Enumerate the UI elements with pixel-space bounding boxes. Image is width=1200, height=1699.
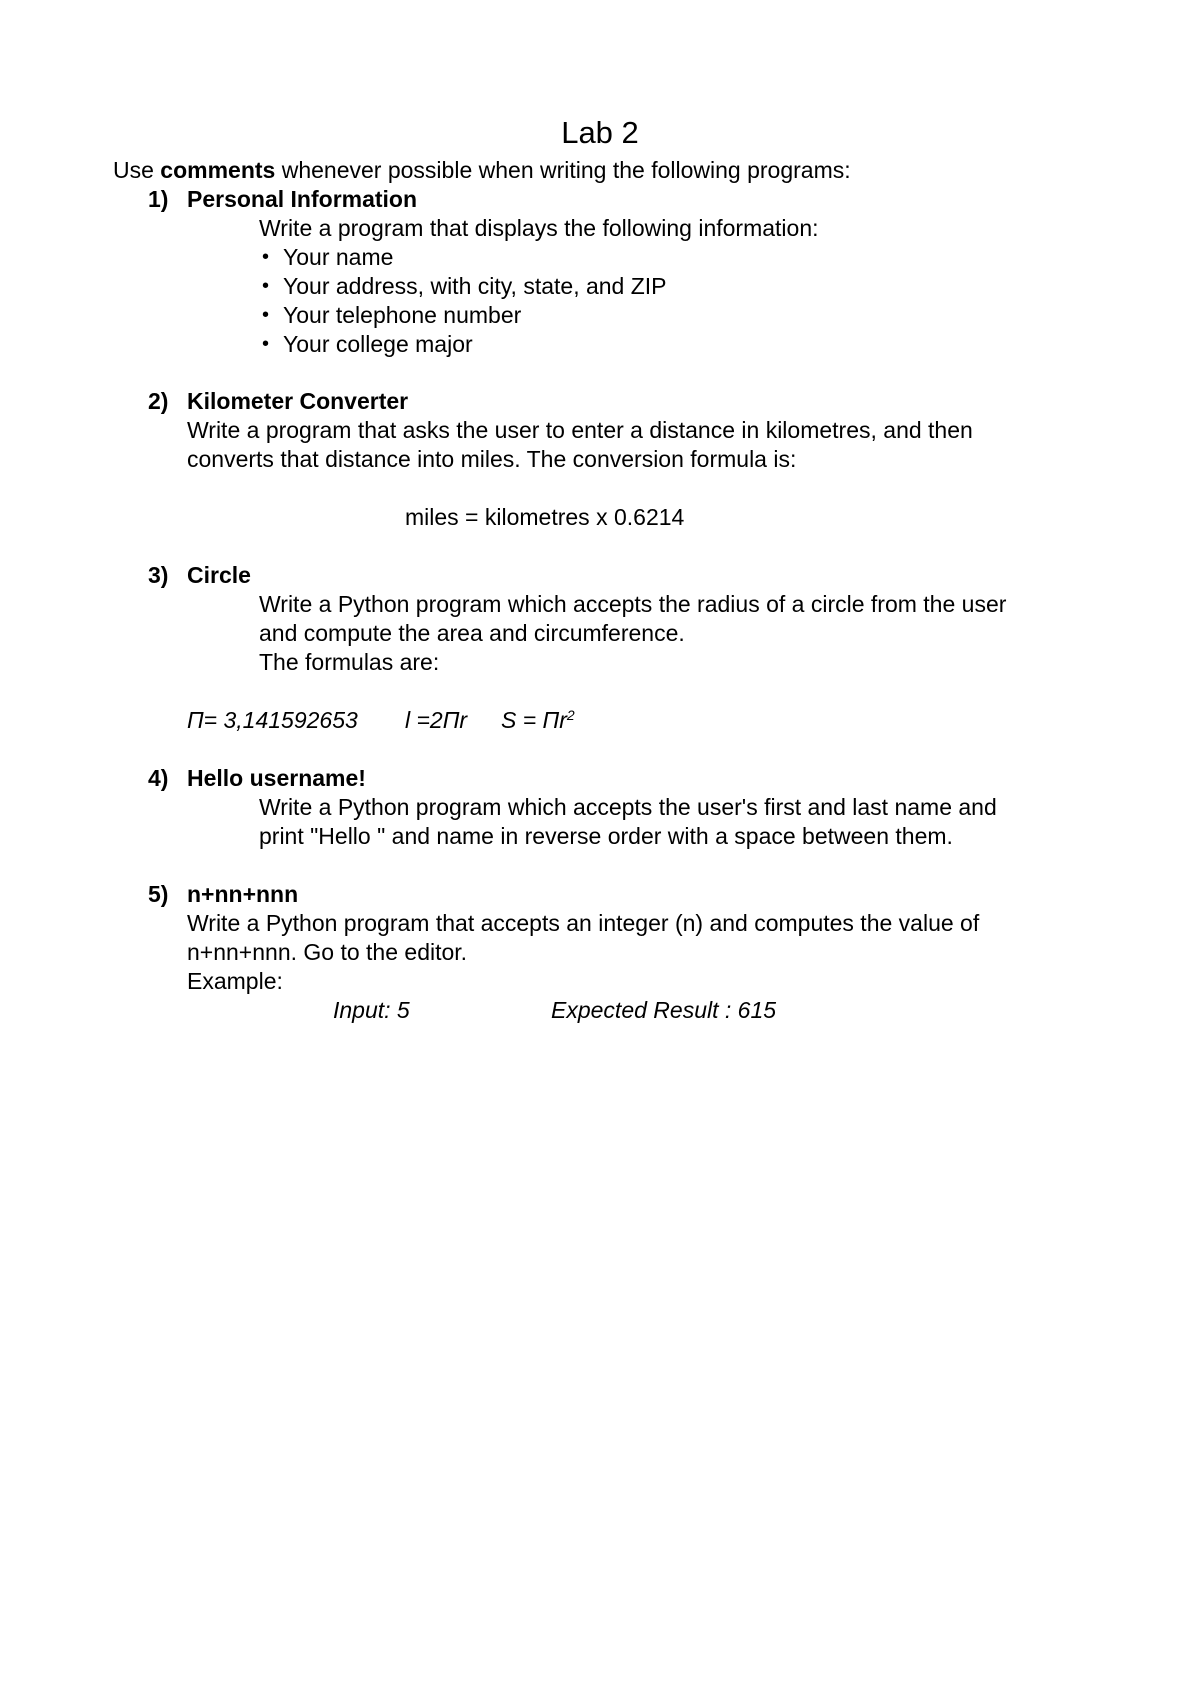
section-1-bullet-3: Your telephone number	[283, 302, 522, 328]
section-5-heading: n+nn+nnn	[187, 881, 299, 907]
intro-prefix: Use	[113, 157, 154, 183]
bullet-glyph: •	[262, 304, 270, 326]
section-3-heading: Circle	[187, 562, 251, 588]
formula-s-base: S = Пr	[501, 707, 567, 733]
intro-suffix: whenever possible when writing the following programs:	[281, 157, 851, 183]
section-5-line-2: n+nn+nnn. Go to the editor.	[187, 939, 468, 965]
section-4-line-1: Write a Python program which accepts the user's first and last name and	[259, 794, 997, 820]
intro-text	[113, 156, 851, 184]
section-3-line-3: The formulas are:	[259, 649, 440, 675]
section-3-number: 3)	[148, 562, 169, 588]
page-title: Lab 2	[561, 115, 639, 150]
section-4-line-2: print "Hello " and name in reverse order with a space between them.	[259, 823, 953, 849]
section-4-number: 4)	[148, 765, 169, 791]
bullet-glyph: •	[262, 333, 270, 355]
section-3-formula-l: l =2Пr	[405, 707, 468, 733]
bullet-glyph: •	[262, 275, 270, 297]
section-1-bullet-4: Your college major	[283, 331, 473, 357]
section-5-line-3: Example:	[187, 968, 283, 994]
section-5-example-result: Expected Result : 615	[551, 997, 777, 1023]
section-3-formula-pi: П= 3,141592653	[187, 707, 358, 733]
section-2-line-2: converts that distance into miles. The conversion formula is:	[187, 446, 797, 472]
section-1-heading: Personal Information	[187, 186, 418, 212]
bullet-glyph: •	[262, 246, 270, 268]
section-5-number: 5)	[148, 881, 169, 907]
section-2-number: 2)	[148, 388, 169, 414]
section-3-line-1: Write a Python program which accepts the radius of a circle from the user	[259, 591, 1007, 617]
intro-bold-word: comments	[160, 157, 276, 183]
section-1-number: 1)	[148, 186, 169, 212]
section-3-line-2: and compute the area and circumference.	[259, 620, 685, 646]
section-2-heading: Kilometer Converter	[187, 388, 409, 414]
formula-s-exponent: 2	[566, 707, 575, 723]
section-1-line-1: Write a program that displays the following information:	[259, 215, 819, 241]
section-5-line-1: Write a Python program that accepts an integer (n) and computes the value of	[187, 910, 980, 936]
section-2-formula: miles = kilometres x 0.6214	[405, 504, 685, 530]
section-3-formula-s	[501, 706, 575, 734]
section-4-heading: Hello username!	[187, 765, 366, 791]
section-5-example-input: Input: 5	[333, 997, 410, 1023]
section-2-line-1: Write a program that asks the user to enter a distance in kilometres, and then	[187, 417, 973, 443]
section-1-bullet-2: Your address, with city, state, and ZIP	[283, 273, 667, 299]
section-1-bullet-1: Your name	[283, 244, 394, 270]
